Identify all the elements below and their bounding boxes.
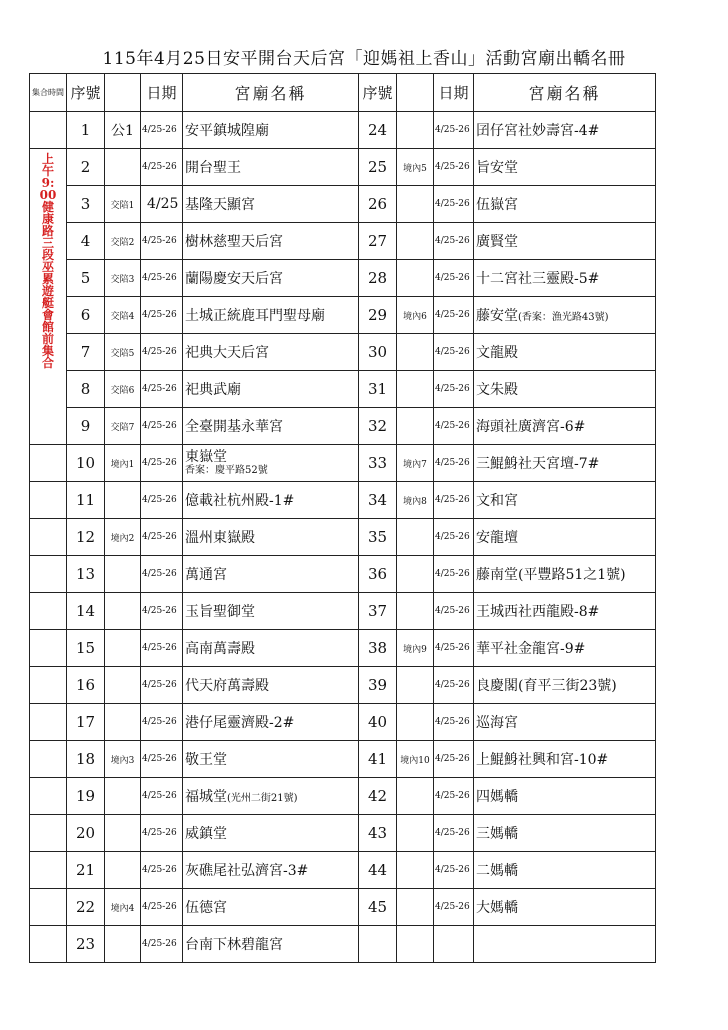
temple-name-text: 華平社金龍宮-9# [476,641,586,657]
temple-note: (香案：漁光路43號) [518,312,609,323]
group-code-left: 交陪2 [105,223,141,260]
table-row [30,482,656,519]
temple-name-text: 王城西社西龍殿-8# [476,604,600,620]
group-code-right: 境內10 [397,741,434,778]
temple-name-text: 伍嶽宮 [476,197,518,213]
temple-name-text: 台南下林碧龍宮 [185,937,283,953]
group-code-right [397,223,434,260]
date-left: 4/25-26 [141,593,183,630]
group-code-right [397,889,434,926]
temple-name-text: 上鯤鯓社興和宮-10# [476,752,609,768]
table-row [30,519,656,556]
gathering-time-cell [30,630,67,667]
seq-left: 18 [67,741,105,778]
seq-left: 11 [67,482,105,519]
temple-name-left [183,741,359,778]
gathering-note: 上午9:00健康路三段巫累遊艇會館前集合 [39,152,57,370]
date-right: 4/25-26 [434,593,474,630]
date-left: 4/25-26 [141,667,183,704]
table-row [30,445,656,482]
group-code-left [105,482,141,519]
temple-name-left [183,926,359,963]
temple-name-text: 祀典大天后宮 [185,345,269,361]
temple-name-left [183,667,359,704]
table-row [30,593,656,630]
seq-right: 42 [359,778,397,815]
temple-name-right [474,889,656,926]
seq-right: 24 [359,112,397,149]
temple-name-text: 安龍壇 [476,530,518,546]
temple-name-left [183,334,359,371]
date-left: 4/25-26 [141,889,183,926]
temple-name-right [474,482,656,519]
group-code-right [397,260,434,297]
seq-right: 40 [359,704,397,741]
seq-left: 23 [67,926,105,963]
gathering-time-cell [30,667,67,704]
header-date-right: 日期 [434,74,474,112]
table-row [30,815,656,852]
seq-left: 3 [67,186,105,223]
seq-left: 19 [67,778,105,815]
temple-name-right [474,667,656,704]
group-code-right [397,815,434,852]
date-left: 4/25-26 [141,556,183,593]
seq-right [359,926,397,963]
group-code-right [397,667,434,704]
date-left: 4/25-26 [141,778,183,815]
seq-right: 33 [359,445,397,482]
temple-name-text: 大媽轎 [476,900,518,916]
table-row [30,704,656,741]
date-left: 4/25-26 [141,852,183,889]
group-code-left: 交陪6 [105,371,141,408]
temple-name-text: 溫州東嶽殿 [185,530,255,546]
group-code-left: 境內4 [105,889,141,926]
group-code-left [105,630,141,667]
gathering-time-cell [30,926,67,963]
temple-name-text: 敬王堂 [185,752,227,768]
group-code-left: 境內2 [105,519,141,556]
seq-right: 35 [359,519,397,556]
temple-name-right [474,778,656,815]
temple-name-text: 巡海宮 [476,715,518,731]
table-row [30,186,656,223]
temple-name-right [474,630,656,667]
temple-name-left [183,297,359,334]
date-right: 4/25-26 [434,630,474,667]
date-right: 4/25-26 [434,334,474,371]
temple-name-text: 囝仔宮社妙壽宮-4# [476,123,600,139]
temple-name-text: 祀典武廟 [185,382,241,398]
seq-right: 37 [359,593,397,630]
date-left: 4/25-26 [141,704,183,741]
page-title: 115年4月25日安平開台天后宮「迎媽祖上香山」活動宮廟出轎名冊 [102,49,626,69]
temple-name-text: 高南萬壽殿 [185,641,255,657]
temple-name-text: 億載社杭州殿-1# [185,493,295,509]
gathering-time-cell [30,519,67,556]
temple-name-right [474,556,656,593]
header-date-left: 日期 [141,74,183,112]
temple-name-text: 東嶽堂 [185,448,227,465]
temple-name-right [474,371,656,408]
temple-name-text: 文和宮 [476,493,518,509]
date-right: 4/25-26 [434,149,474,186]
temple-name-left [183,556,359,593]
temple-name-text: 文龍殿 [476,345,518,361]
date-right: 4/25-26 [434,112,474,149]
roster-table [29,73,656,963]
seq-left: 22 [67,889,105,926]
table-row [30,371,656,408]
temple-name-text: 福城堂 [185,789,227,805]
table-row [30,556,656,593]
group-code-left: 交陪4 [105,297,141,334]
table-row [30,630,656,667]
group-code-left [105,704,141,741]
date-right: 4/25-26 [434,408,474,445]
date-left: 4/25-26 [141,630,183,667]
seq-right: 43 [359,815,397,852]
header-row [30,74,656,112]
group-code-right: 境內6 [397,297,434,334]
table-row [30,889,656,926]
temple-name-left [183,852,359,889]
temple-name-text: 良慶閣(育平三街23號) [476,678,617,694]
temple-name-text: 土城正統鹿耳門聖母廟 [185,308,325,324]
group-code-left [105,926,141,963]
temple-name-left [183,630,359,667]
gathering-time-cell [30,445,67,482]
temple-name-text: 藤南堂(平豐路51之1號) [476,567,626,583]
header-code-left [105,74,141,112]
temple-name-text: 四媽轎 [476,789,518,805]
temple-name-right [474,334,656,371]
temple-name-left [183,593,359,630]
group-code-right: 境內8 [397,482,434,519]
gathering-time-cell [30,482,67,519]
temple-name-text: 三媽轎 [476,826,518,842]
group-code-left [105,667,141,704]
temple-name-right [474,815,656,852]
table-row [30,149,656,186]
group-code-right [397,778,434,815]
temple-name-right [474,297,656,334]
group-code-right [397,926,434,963]
seq-left: 1 [67,112,105,149]
date-left: 4/25-26 [141,260,183,297]
date-right: 4/25-26 [434,741,474,778]
temple-name-left [183,371,359,408]
temple-note: 香案：慶平路52號 [185,464,268,476]
temple-name-left [183,445,359,482]
temple-name-text: 伍德宮 [185,900,227,916]
date-left: 4/25-26 [141,815,183,852]
temple-name-text: 威鎮堂 [185,826,227,842]
temple-name-text: 代天府萬壽殿 [185,678,269,694]
temple-name-text: 海頭社廣濟宮-6# [476,419,586,435]
date-left: 4/25-26 [141,112,183,149]
gathering-time-cell [30,741,67,778]
group-code-right: 境內7 [397,445,434,482]
temple-name-text: 安平鎮城隍廟 [185,123,269,139]
gathering-time-cell [30,889,67,926]
temple-name-left [183,408,359,445]
group-code-left: 交陪3 [105,260,141,297]
date-right: 4/25-26 [434,260,474,297]
date-left: 4/25-26 [141,445,183,482]
date-right [434,926,474,963]
table-row [30,223,656,260]
temple-name-text: 樹林慈聖天后宮 [185,234,283,250]
date-right: 4/25-26 [434,556,474,593]
temple-name-left [183,815,359,852]
table-row [30,260,656,297]
temple-name-text: 港仔尾靈濟殿-2# [185,715,295,731]
date-right: 4/25-26 [434,519,474,556]
header-gather-time: 集合時間 [30,74,67,112]
date-left: 4/25-26 [141,371,183,408]
group-code-left: 公1 [105,112,141,149]
temple-name-right [474,408,656,445]
table-row [30,112,656,149]
group-code-left [105,149,141,186]
seq-right: 41 [359,741,397,778]
date-left: 4/25-26 [141,482,183,519]
seq-right: 31 [359,371,397,408]
seq-right: 29 [359,297,397,334]
seq-right: 32 [359,408,397,445]
seq-right: 38 [359,630,397,667]
group-code-left: 交陪7 [105,408,141,445]
header-temple-right: 宮廟名稱 [474,74,656,112]
header-code-right [397,74,434,112]
seq-left: 9 [67,408,105,445]
table-row [30,334,656,371]
seq-left: 6 [67,297,105,334]
date-right: 4/25-26 [434,889,474,926]
gathering-time-cell [30,112,67,149]
seq-right: 26 [359,186,397,223]
temple-name-left [183,112,359,149]
temple-name-text: 蘭陽慶安天后宮 [185,271,283,287]
group-code-left: 交陪1 [105,186,141,223]
temple-name-right [474,186,656,223]
seq-left: 16 [67,667,105,704]
group-code-left: 境內3 [105,741,141,778]
header-seq-right: 序號 [359,74,397,112]
header-seq-left: 序號 [67,74,105,112]
temple-name-left [183,704,359,741]
temple-name-text: 開台聖王 [185,160,241,176]
temple-name-text: 基隆天顯宮 [185,197,255,213]
temple-name-right [474,149,656,186]
temple-name-text: 灰礁尾社弘濟宮-3# [185,863,309,879]
seq-right: 39 [359,667,397,704]
date-right: 4/25-26 [434,445,474,482]
temple-name-left [183,482,359,519]
date-right: 4/25-26 [434,186,474,223]
temple-name-left [183,889,359,926]
group-code-left [105,556,141,593]
seq-left: 7 [67,334,105,371]
temple-name-right [474,223,656,260]
temple-name-right [474,852,656,889]
seq-left: 20 [67,815,105,852]
gathering-time-cell [30,704,67,741]
seq-left: 17 [67,704,105,741]
temple-name-right [474,112,656,149]
seq-left: 5 [67,260,105,297]
temple-name-text: 二媽轎 [476,863,518,879]
temple-name-right [474,445,656,482]
temple-name-left [183,778,359,815]
date-right: 4/25-26 [434,297,474,334]
date-left: 4/25-26 [141,408,183,445]
group-code-right [397,112,434,149]
seq-left: 15 [67,630,105,667]
table-row [30,741,656,778]
temple-name-left [183,186,359,223]
gathering-time-cell [30,556,67,593]
date-right: 4/25-26 [434,778,474,815]
gathering-time-cell [30,852,67,889]
group-code-right: 境內5 [397,149,434,186]
temple-name-left [183,149,359,186]
group-code-right [397,519,434,556]
seq-left: 2 [67,149,105,186]
table-row [30,926,656,963]
group-code-left: 境內1 [105,445,141,482]
temple-name-right [474,519,656,556]
date-left: 4/25-26 [141,926,183,963]
seq-right: 28 [359,260,397,297]
temple-name-text: 三鯤鯓社天宮壇-7# [476,456,600,472]
date-right: 4/25-26 [434,815,474,852]
gathering-time-cell [30,593,67,630]
group-code-right [397,408,434,445]
header-temple-left: 宮廟名稱 [183,74,359,112]
table-row [30,297,656,334]
temple-name-left [183,519,359,556]
date-left: 4/25-26 [141,334,183,371]
seq-left: 4 [67,223,105,260]
seq-right: 36 [359,556,397,593]
temple-name-right [474,704,656,741]
group-code-right [397,334,434,371]
group-code-right: 境內9 [397,630,434,667]
group-code-left [105,815,141,852]
seq-left: 13 [67,556,105,593]
seq-left: 10 [67,445,105,482]
temple-name-right [474,741,656,778]
temple-note: (光州二街21號) [227,793,298,804]
seq-right: 30 [359,334,397,371]
group-code-right [397,593,434,630]
table-row [30,667,656,704]
temple-name-text: 十二宮社三靈殿-5# [476,271,600,287]
table-row [30,408,656,445]
group-code-right [397,556,434,593]
seq-right: 25 [359,149,397,186]
date-right: 4/25-26 [434,223,474,260]
date-left: 4/25-26 [141,223,183,260]
temple-name-text: 文朱殿 [476,382,518,398]
group-code-left [105,593,141,630]
date-left: 4/25 [141,186,183,223]
seq-right: 34 [359,482,397,519]
temple-name-text: 藤安堂 [476,308,518,324]
date-right: 4/25-26 [434,482,474,519]
date-right: 4/25-26 [434,852,474,889]
date-left: 4/25-26 [141,149,183,186]
seq-right: 27 [359,223,397,260]
temple-name-right [474,260,656,297]
temple-name-text: 全臺開基永華宮 [185,419,283,435]
temple-name-text: 旨安堂 [476,160,518,176]
seq-right: 44 [359,852,397,889]
date-left: 4/25-26 [141,297,183,334]
temple-name-left [183,223,359,260]
seq-left: 14 [67,593,105,630]
temple-name-left [183,260,359,297]
seq-left: 12 [67,519,105,556]
temple-name-text: 廣賢堂 [476,234,518,250]
date-right: 4/25-26 [434,704,474,741]
group-code-left [105,778,141,815]
table-row [30,852,656,889]
gathering-time-cell [30,149,67,445]
gathering-time-cell [30,815,67,852]
table-row [30,778,656,815]
date-right: 4/25-26 [434,667,474,704]
seq-left: 8 [67,371,105,408]
temple-name-text: 玉旨聖御堂 [185,604,255,620]
group-code-left [105,852,141,889]
group-code-right [397,704,434,741]
seq-left: 21 [67,852,105,889]
date-right: 4/25-26 [434,371,474,408]
temple-name-right [474,926,656,963]
gathering-time-cell [30,778,67,815]
group-code-left: 交陪5 [105,334,141,371]
group-code-right [397,371,434,408]
temple-name-text: 萬通宮 [185,567,227,583]
group-code-right [397,186,434,223]
date-left: 4/25-26 [141,741,183,778]
date-left: 4/25-26 [141,519,183,556]
group-code-right [397,852,434,889]
temple-name-right [474,593,656,630]
seq-right: 45 [359,889,397,926]
